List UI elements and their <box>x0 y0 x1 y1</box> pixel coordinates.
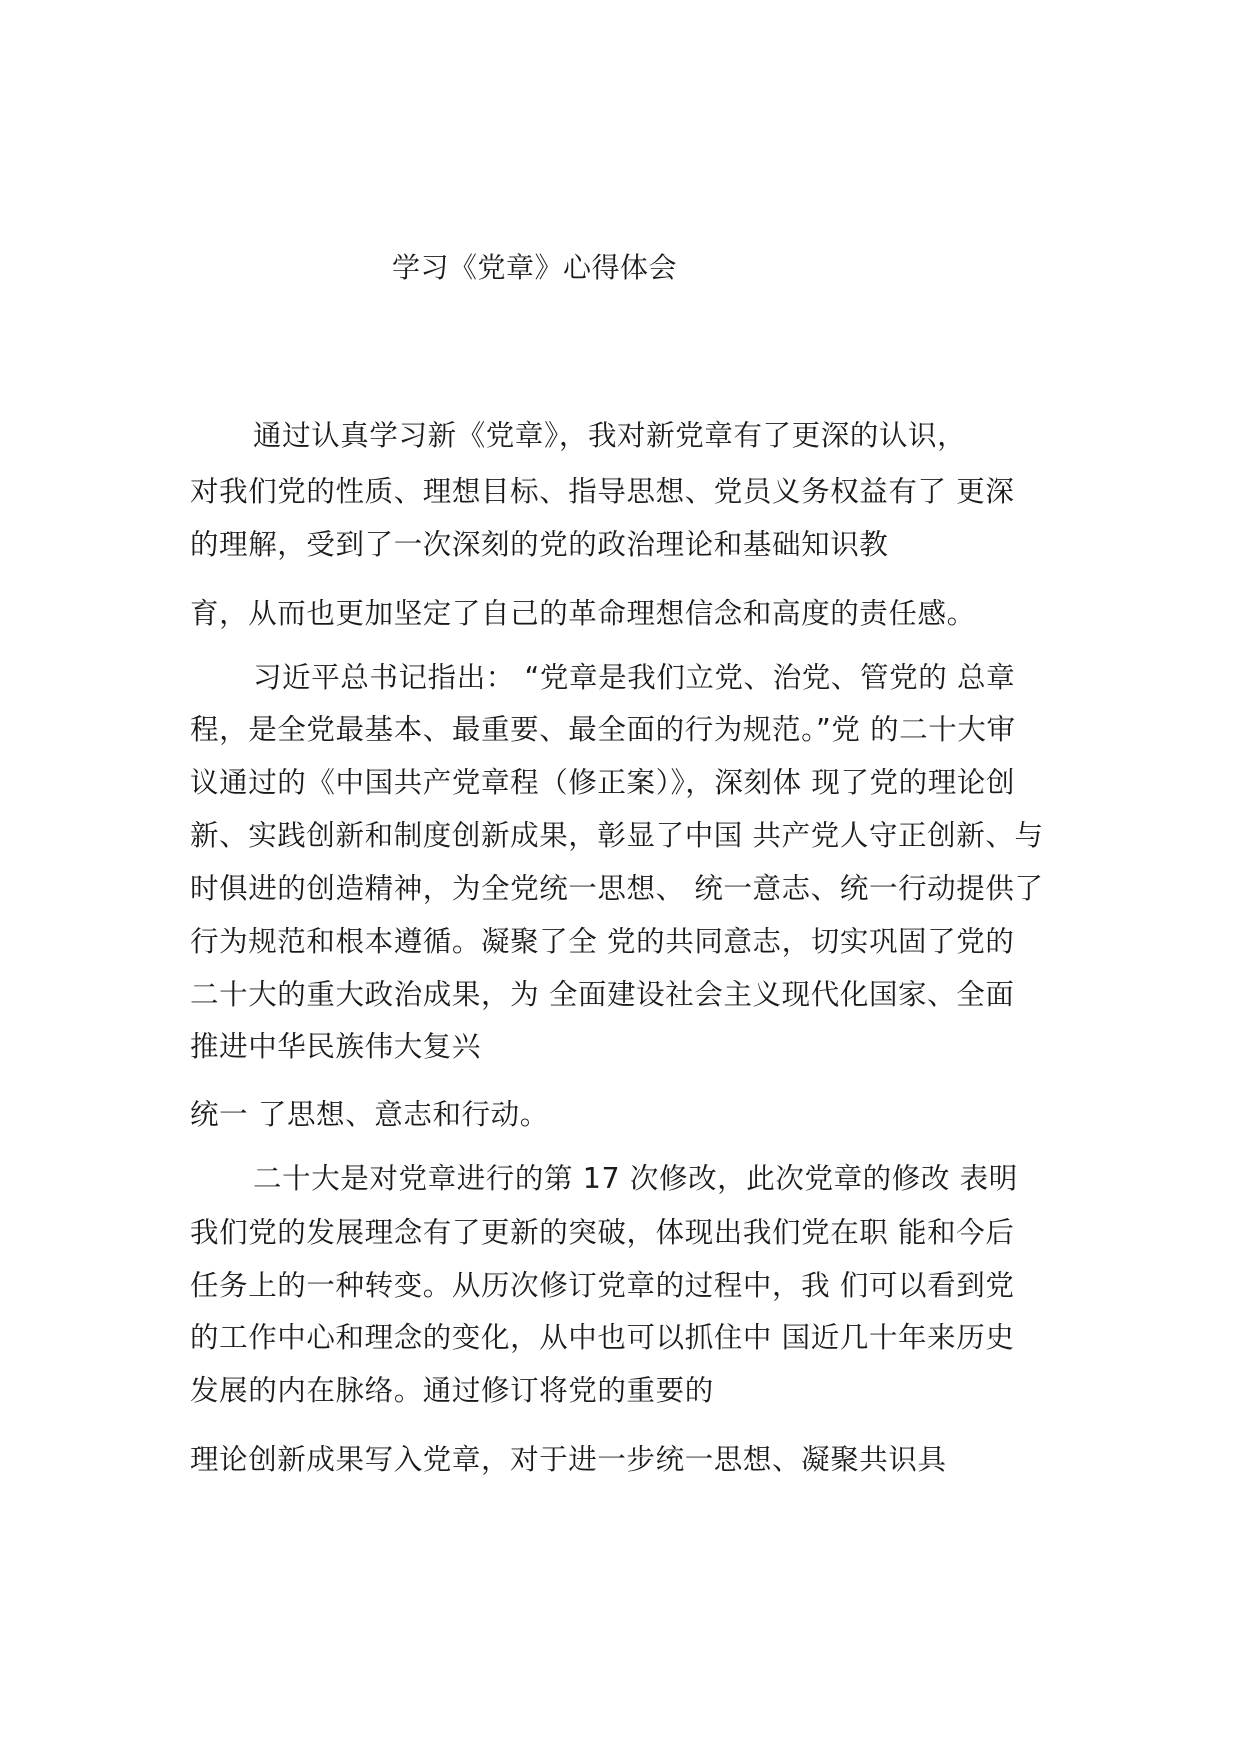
body-line: 时俱进的创造精神，为全党统一思想、 统一意志、统一行动提供了 <box>190 872 1044 905</box>
body-line: 我们党的发展理念有了更新的突破，体现出我们党在职 能和今后 <box>190 1216 1015 1249</box>
body-line: 的理解，受到了一次深刻的党的政治理论和基础知识教 <box>190 528 889 561</box>
body-line: 理论创新成果写入党章，对于进一步统一思想、凝聚共识具 <box>190 1443 947 1476</box>
body-line: 的工作中心和理念的变化，从中也可以抓住中 国近几十年来历史 <box>190 1321 1015 1354</box>
body-line: 发展的内在脉络。通过修订将党的重要的 <box>190 1374 714 1407</box>
body-line: 程，是全党最基本、最重要、最全面的行为规范。”党 的二十大审 <box>190 713 1016 746</box>
body-line: 推进中华民族伟大复兴 <box>190 1030 482 1063</box>
body-line: 统一 了思想、意志和行动。 <box>190 1098 549 1131</box>
body-line: 任务上的一种转变。从历次修订党章的过程中，我 们可以看到党 <box>190 1269 1015 1302</box>
body-line: 通过认真学习新《党章》，我对新党章有了更深的认识， <box>253 419 967 452</box>
body-line: 二十大的重大政治成果，为 全面建设社会主义现代化国家、全面 <box>190 978 1015 1011</box>
body-line: 习近平总书记指出： “党章是我们立党、治党、管党的 总章 <box>253 661 1016 694</box>
body-line: 行为规范和根本遵循。凝聚了全 党的共同意志，切实巩固了党的 <box>190 925 1015 958</box>
body-line: 育，从而也更加坚定了自己的革命理想信念和高度的责任感。 <box>190 597 976 630</box>
body-line: 议通过的《中国共产党章程（修正案）》，深刻体 现了党的理论创 <box>190 766 1016 799</box>
body-line: 二十大是对党章进行的第 17 次修改，此次党章的修改 表明 <box>253 1162 1018 1195</box>
document-title: 学习《党章》心得体会 <box>392 251 678 284</box>
body-line: 对我们党的性质、理想目标、指导思想、党员义务权益有了 更深 <box>190 475 1015 508</box>
body-line: 新、实践创新和制度创新成果，彰显了中国 共产党人守正创新、与 <box>190 819 1044 852</box>
